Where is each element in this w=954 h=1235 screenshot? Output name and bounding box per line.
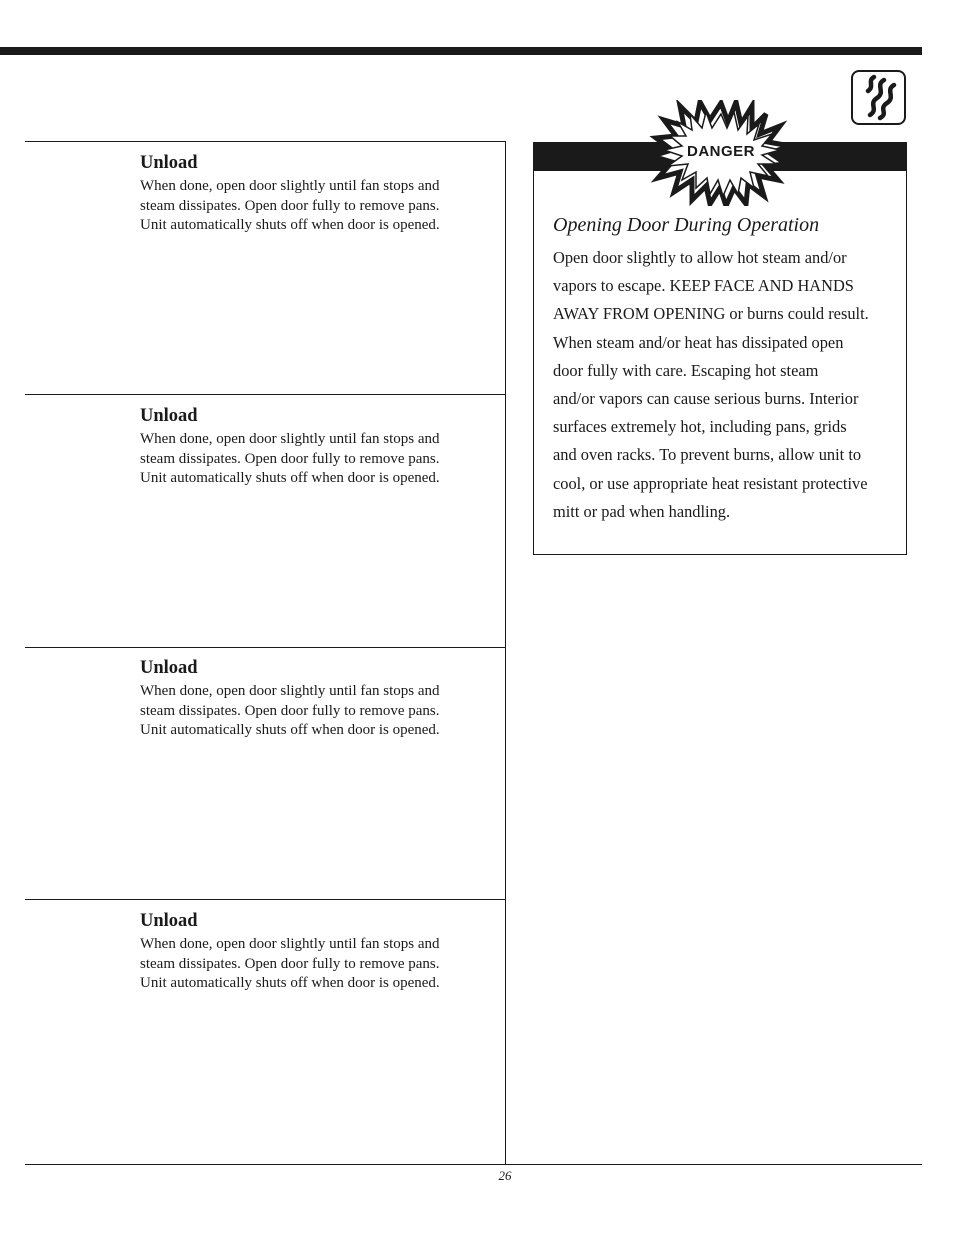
section-rule bbox=[25, 141, 506, 142]
body-line: Open door slightly to allow hot steam and/or bbox=[553, 248, 847, 267]
header-rule bbox=[0, 47, 922, 55]
body-line: When done, open door slightly until fan stops and bbox=[140, 683, 440, 699]
steam-icon bbox=[851, 70, 906, 125]
unload-section bbox=[140, 152, 480, 236]
body-line: Unit automatically shuts off when door is opened. bbox=[140, 470, 440, 487]
section-rule bbox=[25, 394, 506, 395]
column-divider bbox=[505, 141, 506, 1164]
section-title: Unload bbox=[140, 153, 198, 173]
body-line: steam dissipates. Open door fully to remove pans. bbox=[140, 197, 440, 214]
section-title: Unload bbox=[140, 911, 198, 931]
section-title: Unload bbox=[140, 406, 198, 426]
unload-section bbox=[140, 405, 480, 489]
section-body bbox=[140, 430, 480, 489]
body-line: When done, open door slightly until fan stops and bbox=[140, 431, 440, 447]
body-line: and oven racks. To prevent burns, allow unit to bbox=[553, 445, 862, 465]
body-line: AWAY FROM OPENING or burns could result. bbox=[553, 304, 869, 324]
body-line: When done, open door slightly until fan stops and bbox=[140, 178, 440, 194]
body-line: steam dissipates. Open door fully to remove pans. bbox=[140, 450, 440, 467]
section-body bbox=[140, 682, 480, 741]
body-line: surfaces extremely hot, including pans, grids bbox=[553, 417, 847, 437]
body-line: vapors to escape. KEEP FACE AND HANDS bbox=[553, 276, 854, 296]
footer-rule bbox=[25, 1164, 922, 1165]
body-line: cool, or use appropriate heat resistant protective bbox=[553, 473, 868, 493]
body-line: When done, open door slightly until fan stops and bbox=[140, 936, 440, 952]
body-line: mitt or pad when handling. bbox=[553, 501, 731, 521]
section-rule bbox=[25, 647, 506, 648]
section-body bbox=[140, 935, 480, 994]
body-line: steam dissipates. Open door fully to remove pans. bbox=[140, 702, 440, 719]
danger-body bbox=[553, 244, 893, 526]
danger-label: DANGER bbox=[686, 143, 755, 160]
body-line: Unit automatically shuts off when door is opened. bbox=[140, 722, 440, 739]
body-line: steam dissipates. Open door fully to remove pans. bbox=[140, 955, 440, 972]
unload-section bbox=[140, 910, 480, 994]
section-title: Unload bbox=[140, 658, 198, 678]
section-body bbox=[140, 177, 480, 236]
unload-section bbox=[140, 657, 480, 741]
section-rule bbox=[25, 899, 506, 900]
body-line: Unit automatically shuts off when door is opened. bbox=[140, 217, 440, 234]
body-line: When steam and/or heat has dissipated open bbox=[553, 332, 844, 352]
body-line: door fully with care. Escaping hot steam bbox=[553, 360, 819, 380]
page-number: 26 bbox=[498, 1168, 512, 1183]
body-line: and/or vapors can cause serious burns. Interior bbox=[553, 389, 859, 409]
body-line: Unit automatically shuts off when door is opened. bbox=[140, 975, 440, 992]
danger-heading: Opening Door During Operation bbox=[553, 214, 820, 236]
